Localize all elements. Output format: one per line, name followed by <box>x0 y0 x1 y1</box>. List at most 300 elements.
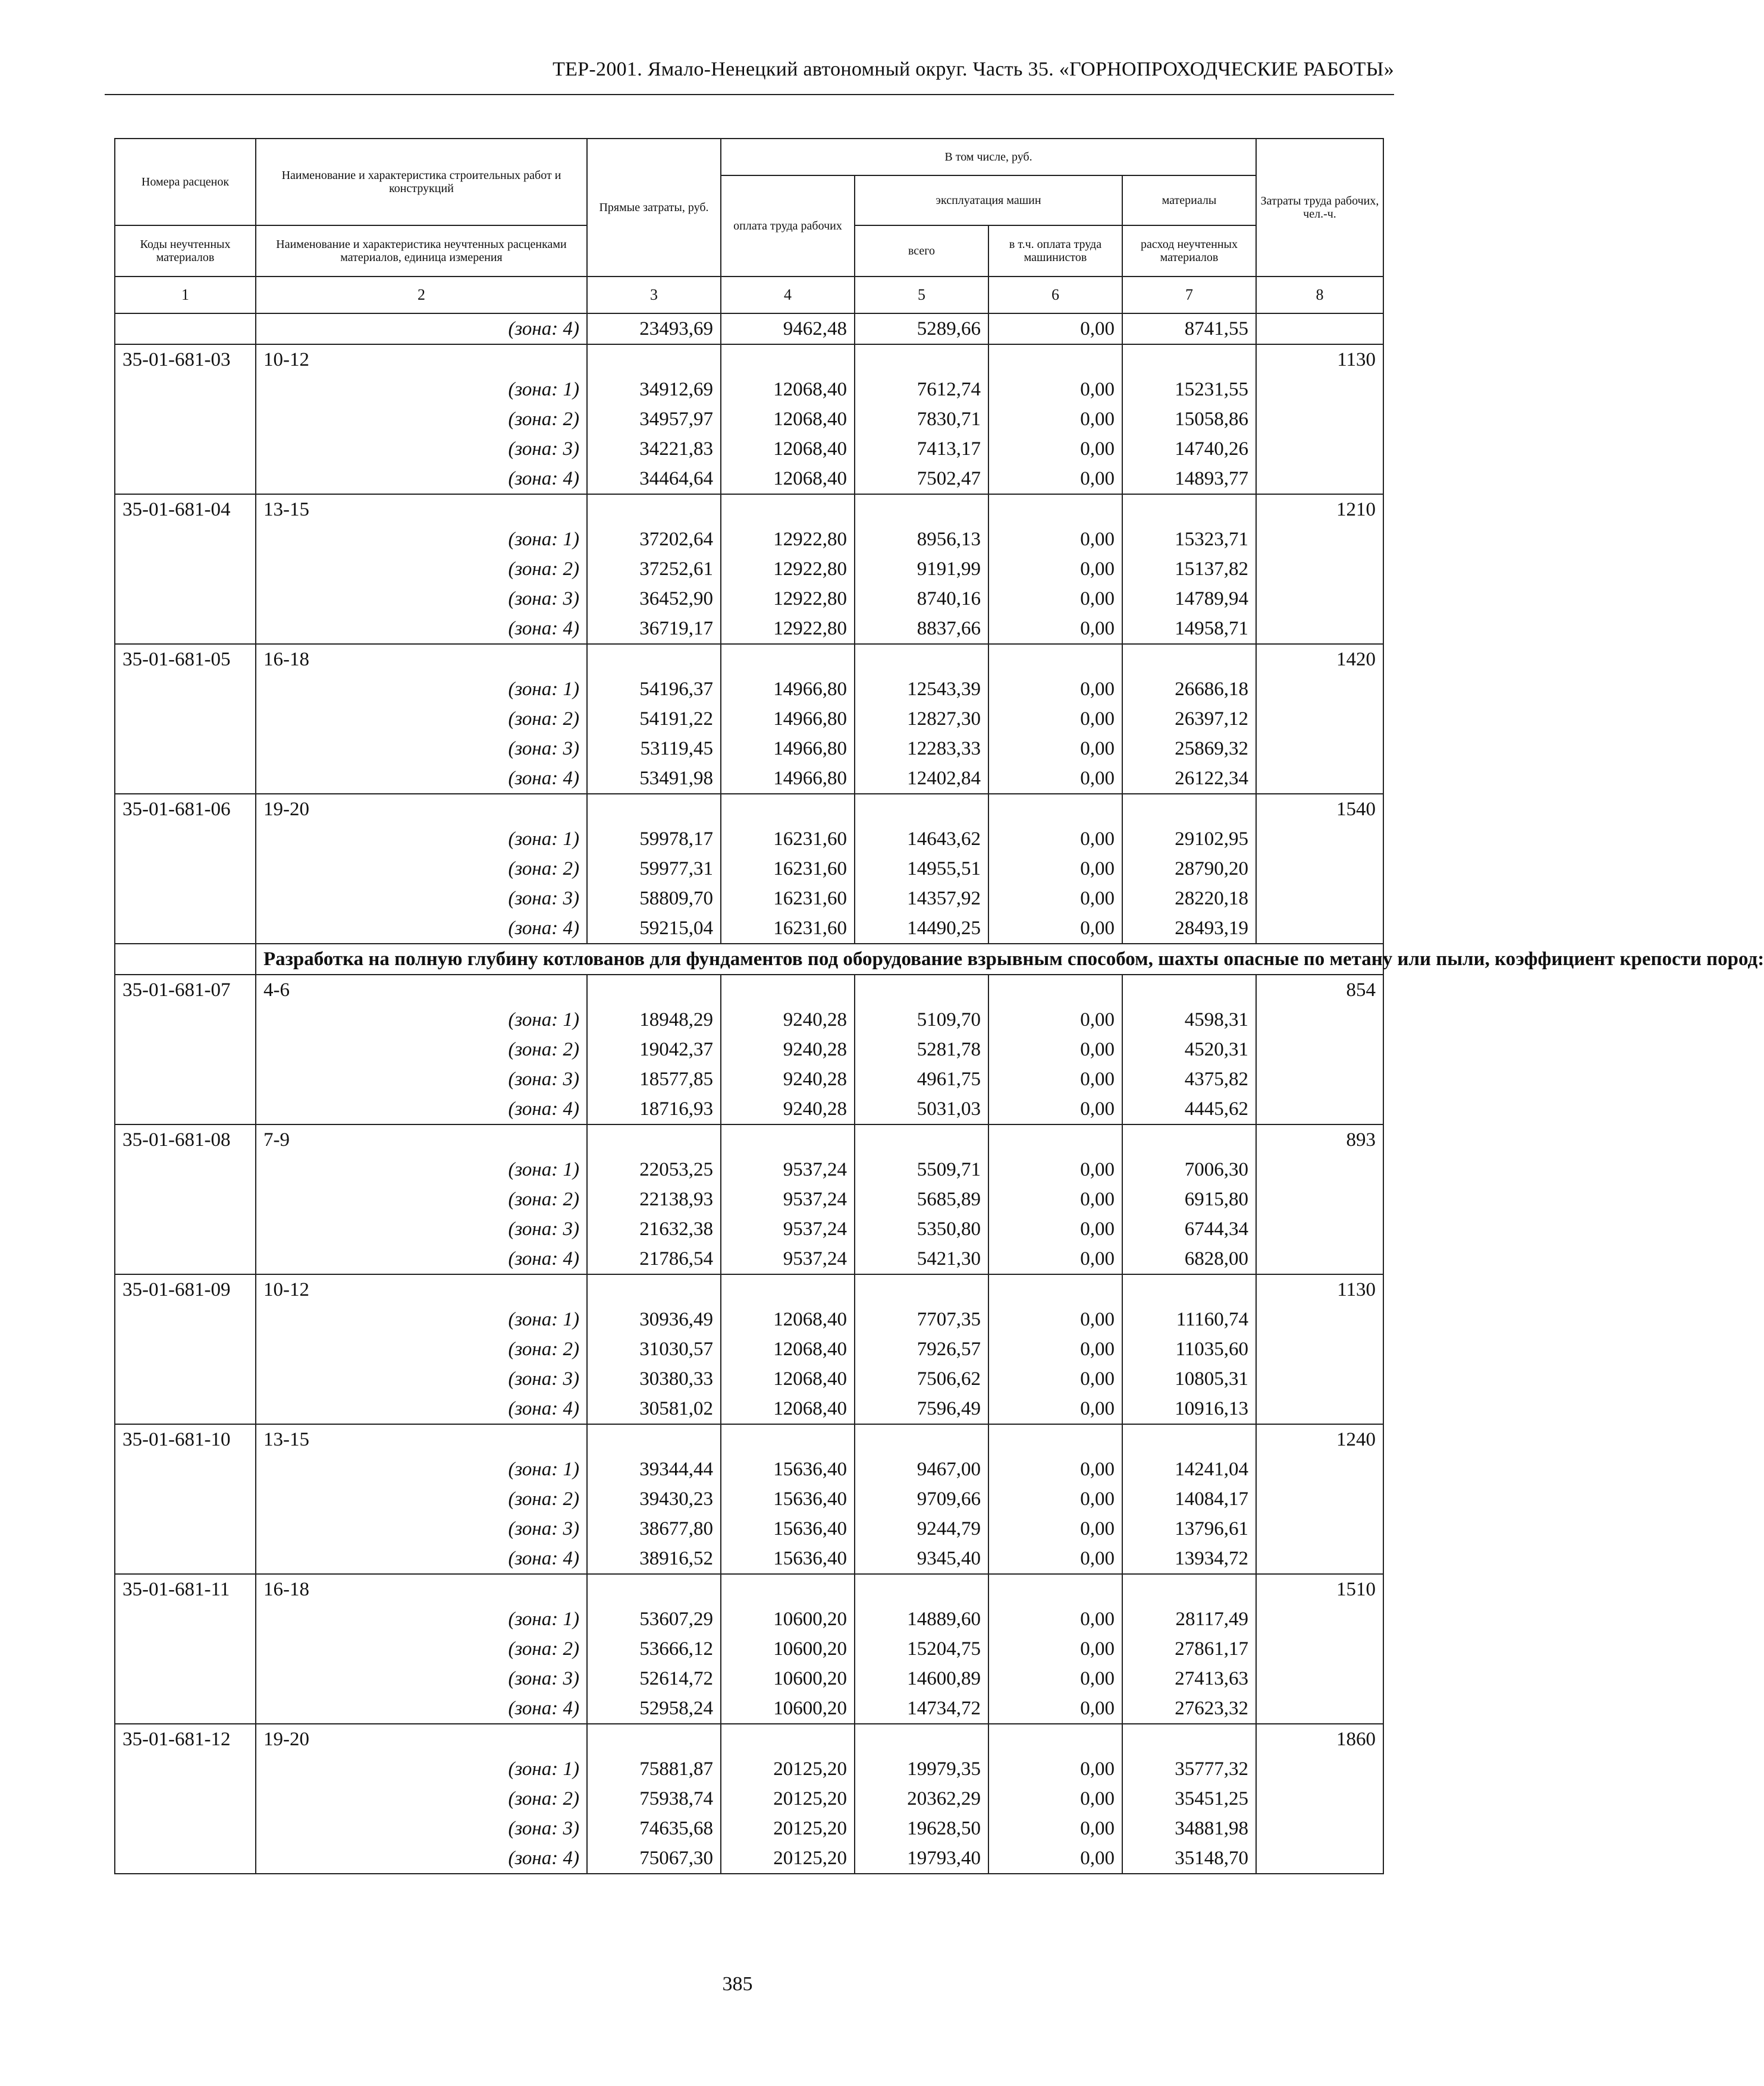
materials-cost: 29102,95 <box>1122 824 1256 854</box>
direct-cost: 52958,24 <box>587 1694 721 1724</box>
zone-label: (зона: 1) <box>256 375 587 404</box>
empty-cell <box>988 1274 1122 1305</box>
rate-name: 10-12 <box>256 344 587 375</box>
materials-cost: 35451,25 <box>1122 1784 1256 1814</box>
direct-cost: 18716,93 <box>587 1094 721 1124</box>
materials-cost: 27413,63 <box>1122 1664 1256 1694</box>
machine-total: 20362,29 <box>855 1784 988 1814</box>
zone-label: (зона: 3) <box>256 1814 587 1843</box>
worker-pay: 9537,24 <box>721 1155 855 1185</box>
zone-row <box>115 1364 1383 1394</box>
direct-cost: 37202,64 <box>587 524 721 554</box>
materials-cost: 27861,17 <box>1122 1634 1256 1664</box>
empty-cell <box>988 975 1122 1005</box>
machinist-pay: 0,00 <box>988 404 1122 434</box>
direct-cost: 21786,54 <box>587 1244 721 1274</box>
empty-cell <box>1256 1394 1383 1424</box>
zone-label: (зона: 2) <box>256 1484 587 1514</box>
empty-cell <box>115 1814 256 1843</box>
zone-label: (зона: 1) <box>256 1305 587 1334</box>
zone-label: (зона: 2) <box>256 854 587 884</box>
machinist-pay: 0,00 <box>988 824 1122 854</box>
empty-cell <box>721 344 855 375</box>
machine-total: 9709,66 <box>855 1484 988 1514</box>
empty-cell <box>855 1574 988 1604</box>
header-col3: Прямые затраты, руб. <box>587 139 721 277</box>
labor-cost: 1510 <box>1256 1574 1383 1604</box>
zone-row <box>115 1064 1383 1094</box>
worker-pay: 16231,60 <box>721 913 855 944</box>
empty-cell <box>115 1664 256 1694</box>
empty-cell <box>1256 764 1383 794</box>
empty-cell <box>1256 614 1383 644</box>
rate-code-row <box>115 1724 1383 1754</box>
header-col4: оплата труда рабочих <box>721 175 855 277</box>
empty-cell <box>721 1424 855 1454</box>
empty-cell <box>115 404 256 434</box>
worker-pay: 14966,80 <box>721 674 855 704</box>
zone-row <box>115 1514 1383 1544</box>
materials-cost: 6915,80 <box>1122 1185 1256 1214</box>
machine-total: 5509,71 <box>855 1155 988 1185</box>
section-code-cell <box>115 944 256 975</box>
rate-name: 4-6 <box>256 975 587 1005</box>
empty-cell <box>115 313 256 344</box>
direct-cost: 53666,12 <box>587 1634 721 1664</box>
labor-cost: 1420 <box>1256 644 1383 674</box>
materials-cost: 35148,70 <box>1122 1843 1256 1874</box>
machine-total: 14889,60 <box>855 1604 988 1634</box>
direct-cost: 36452,90 <box>587 584 721 614</box>
empty-cell <box>721 794 855 824</box>
table-header <box>115 139 1383 313</box>
materials-cost: 28220,18 <box>1122 884 1256 913</box>
rate-name: 16-18 <box>256 1574 587 1604</box>
rate-code: 35-01-681-03 <box>115 344 256 375</box>
materials-cost: 4445,62 <box>1122 1094 1256 1124</box>
rate-code-row <box>115 644 1383 674</box>
rate-name: 10-12 <box>256 1274 587 1305</box>
rate-code-row <box>115 1124 1383 1155</box>
rate-code-row <box>115 494 1383 524</box>
rates-table <box>114 138 1764 1874</box>
zone-label: (зона: 1) <box>256 1454 587 1484</box>
empty-cell <box>1256 434 1383 464</box>
worker-pay: 9537,24 <box>721 1214 855 1244</box>
worker-pay: 10600,20 <box>721 1604 855 1634</box>
machinist-pay: 0,00 <box>988 1484 1122 1514</box>
worker-pay: 20125,20 <box>721 1754 855 1784</box>
machine-total: 4961,75 <box>855 1064 988 1094</box>
empty-cell <box>1256 375 1383 404</box>
header-col2-bottom: Наименование и характеристика неучтенных расценками материалов, единица измерения <box>256 225 587 277</box>
machine-total: 14490,25 <box>855 913 988 944</box>
machine-total: 8837,66 <box>855 614 988 644</box>
empty-cell <box>115 1244 256 1274</box>
empty-cell <box>1256 1305 1383 1334</box>
page-number: 385 <box>722 1973 753 1995</box>
direct-cost: 22138,93 <box>587 1185 721 1214</box>
header-num: 6 <box>988 277 1122 313</box>
zone-label: (зона: 1) <box>256 1155 587 1185</box>
machine-total: 5421,30 <box>855 1244 988 1274</box>
machine-total: 7502,47 <box>855 464 988 494</box>
zone-label: (зона: 4) <box>256 1244 587 1274</box>
empty-cell <box>1256 1094 1383 1124</box>
empty-cell <box>115 854 256 884</box>
machinist-pay: 0,00 <box>988 1694 1122 1724</box>
zone-row <box>115 674 1383 704</box>
direct-cost: 34464,64 <box>587 464 721 494</box>
empty-cell <box>1256 1514 1383 1544</box>
zone-row <box>115 1035 1383 1064</box>
empty-cell <box>115 554 256 584</box>
empty-cell <box>1256 734 1383 764</box>
machinist-pay: 0,00 <box>988 1754 1122 1784</box>
zone-label: (зона: 3) <box>256 1064 587 1094</box>
worker-pay: 20125,20 <box>721 1814 855 1843</box>
machine-total: 7506,62 <box>855 1364 988 1394</box>
materials-cost: 28493,19 <box>1122 913 1256 944</box>
empty-cell <box>115 584 256 614</box>
direct-cost: 38677,80 <box>587 1514 721 1544</box>
machinist-pay: 0,00 <box>988 1364 1122 1394</box>
machine-total: 7596,49 <box>855 1394 988 1424</box>
empty-cell <box>115 884 256 913</box>
direct-cost: 59215,04 <box>587 913 721 944</box>
direct-cost: 34912,69 <box>587 375 721 404</box>
empty-cell <box>115 1604 256 1634</box>
header-col2-top: Наименование и характеристика строительных работ и конструкций <box>256 139 587 225</box>
zone-row <box>115 913 1383 944</box>
worker-pay: 10600,20 <box>721 1634 855 1664</box>
empty-cell <box>115 1005 256 1035</box>
zone-label: (зона: 4) <box>256 764 587 794</box>
empty-cell <box>1256 1244 1383 1274</box>
empty-cell <box>1122 1424 1256 1454</box>
materials-cost: 28790,20 <box>1122 854 1256 884</box>
empty-cell <box>587 1574 721 1604</box>
worker-pay: 16231,60 <box>721 824 855 854</box>
empty-cell <box>1256 1064 1383 1094</box>
zone-label: (зона: 4) <box>256 1843 587 1874</box>
worker-pay: 12068,40 <box>721 1305 855 1334</box>
worker-pay: 10600,20 <box>721 1664 855 1694</box>
empty-cell <box>115 1784 256 1814</box>
empty-cell <box>1256 1334 1383 1364</box>
zone-label: (зона: 2) <box>256 1784 587 1814</box>
machinist-pay: 0,00 <box>988 1843 1122 1874</box>
zone-row <box>115 1843 1383 1874</box>
zone-label: (зона: 1) <box>256 824 587 854</box>
rate-code: 35-01-681-12 <box>115 1724 256 1754</box>
direct-cost: 74635,68 <box>587 1814 721 1843</box>
direct-cost: 22053,25 <box>587 1155 721 1185</box>
empty-cell <box>115 1334 256 1364</box>
header-num: 5 <box>855 277 988 313</box>
labor-cost: 1860 <box>1256 1724 1383 1754</box>
materials-cost: 14893,77 <box>1122 464 1256 494</box>
zone-row <box>115 1664 1383 1694</box>
zone-row <box>115 1814 1383 1843</box>
header-num: 7 <box>1122 277 1256 313</box>
worker-pay: 12922,80 <box>721 614 855 644</box>
empty-cell <box>988 1724 1122 1754</box>
empty-cell <box>1256 404 1383 434</box>
empty-cell <box>115 704 256 734</box>
empty-cell <box>1256 1604 1383 1634</box>
machinist-pay: 0,00 <box>988 1214 1122 1244</box>
zone-label: (зона: 2) <box>256 1634 587 1664</box>
worker-pay: 12922,80 <box>721 554 855 584</box>
zone-row <box>115 1784 1383 1814</box>
empty-cell <box>1256 1754 1383 1784</box>
header-col8: Затраты труда рабочих, чел.-ч. <box>1256 139 1383 277</box>
materials-cost: 15323,71 <box>1122 524 1256 554</box>
empty-cell <box>1256 1634 1383 1664</box>
materials-cost: 4375,82 <box>1122 1064 1256 1094</box>
labor-cost: 1130 <box>1256 344 1383 375</box>
direct-cost: 53607,29 <box>587 1604 721 1634</box>
zone-label: (зона: 2) <box>256 404 587 434</box>
machinist-pay: 0,00 <box>988 1005 1122 1035</box>
machine-total: 5109,70 <box>855 1005 988 1035</box>
empty-cell <box>988 1574 1122 1604</box>
zone-label: (зона: 2) <box>256 1035 587 1064</box>
direct-cost: 36719,17 <box>587 614 721 644</box>
header-col7: расход неучтенных материалов <box>1122 225 1256 277</box>
zone-row <box>115 1754 1383 1784</box>
direct-cost: 75881,87 <box>587 1754 721 1784</box>
machine-total: 9244,79 <box>855 1514 988 1544</box>
machinist-pay: 0,00 <box>988 1664 1122 1694</box>
machine-total: 19628,50 <box>855 1814 988 1843</box>
empty-cell <box>115 1694 256 1724</box>
worker-pay: 20125,20 <box>721 1784 855 1814</box>
machinist-pay: 0,00 <box>988 734 1122 764</box>
empty-cell <box>115 1394 256 1424</box>
machinist-pay: 0,00 <box>988 1604 1122 1634</box>
machine-total: 9467,00 <box>855 1454 988 1484</box>
zone-row <box>115 464 1383 494</box>
zone-label: (зона: 4) <box>256 1394 587 1424</box>
empty-cell <box>115 734 256 764</box>
machinist-pay: 0,00 <box>988 913 1122 944</box>
direct-cost: 54191,22 <box>587 704 721 734</box>
worker-pay: 10600,20 <box>721 1694 855 1724</box>
worker-pay: 12068,40 <box>721 1364 855 1394</box>
zone-label: (зона: 1) <box>256 674 587 704</box>
direct-cost: 52614,72 <box>587 1664 721 1694</box>
worker-pay: 15636,40 <box>721 1454 855 1484</box>
rate-code: 35-01-681-05 <box>115 644 256 674</box>
empty-cell <box>115 674 256 704</box>
rate-code-row <box>115 794 1383 824</box>
machine-total: 12543,39 <box>855 674 988 704</box>
empty-cell <box>1122 1724 1256 1754</box>
empty-cell <box>1256 554 1383 584</box>
zone-row <box>115 734 1383 764</box>
worker-pay: 12922,80 <box>721 524 855 554</box>
direct-cost: 34221,83 <box>587 434 721 464</box>
worker-pay: 12068,40 <box>721 434 855 464</box>
worker-pay: 14966,80 <box>721 764 855 794</box>
direct-cost: 58809,70 <box>587 884 721 913</box>
machinist-pay: 0,00 <box>988 1454 1122 1484</box>
zone-row <box>115 1005 1383 1035</box>
empty-cell <box>855 644 988 674</box>
zone-label: (зона: 3) <box>256 1514 587 1544</box>
empty-cell <box>988 1424 1122 1454</box>
empty-cell <box>115 764 256 794</box>
empty-cell <box>1122 1574 1256 1604</box>
machine-total: 12402,84 <box>855 764 988 794</box>
rate-name: 13-15 <box>256 494 587 524</box>
zone-row <box>115 434 1383 464</box>
machine-total: 7830,71 <box>855 404 988 434</box>
empty-cell <box>115 1185 256 1214</box>
empty-cell <box>1256 704 1383 734</box>
empty-cell <box>1256 464 1383 494</box>
machinist-pay: 0,00 <box>988 554 1122 584</box>
header-col1-bottom: Коды неучтенных материалов <box>115 225 256 277</box>
direct-cost: 18948,29 <box>587 1005 721 1035</box>
empty-cell <box>1122 494 1256 524</box>
machinist-pay: 0,00 <box>988 464 1122 494</box>
machinist-pay: 0,00 <box>988 764 1122 794</box>
machinist-pay: 0,00 <box>988 1334 1122 1364</box>
empty-cell <box>1256 524 1383 554</box>
empty-cell <box>1256 824 1383 854</box>
empty-cell <box>115 1035 256 1064</box>
empty-cell <box>1256 1484 1383 1514</box>
empty-cell <box>587 644 721 674</box>
machinist-pay: 0,00 <box>988 1514 1122 1544</box>
machinist-pay: 0,00 <box>988 704 1122 734</box>
zone-row <box>115 1394 1383 1424</box>
header-num: 3 <box>587 277 721 313</box>
worker-pay: 12922,80 <box>721 584 855 614</box>
worker-pay: 9240,28 <box>721 1035 855 1064</box>
rate-name: 13-15 <box>256 1424 587 1454</box>
machine-total: 19979,35 <box>855 1754 988 1784</box>
zone-row <box>115 1544 1383 1574</box>
materials-cost: 13934,72 <box>1122 1544 1256 1574</box>
rate-name: 19-20 <box>256 1724 587 1754</box>
materials-cost: 6828,00 <box>1122 1244 1256 1274</box>
empty-cell <box>1256 1664 1383 1694</box>
zone-row <box>115 554 1383 584</box>
zone-row <box>115 584 1383 614</box>
header-num: 1 <box>115 277 256 313</box>
machine-total: 7926,57 <box>855 1334 988 1364</box>
worker-pay: 9240,28 <box>721 1094 855 1124</box>
direct-cost: 53119,45 <box>587 734 721 764</box>
empty-cell <box>587 344 721 375</box>
materials-cost: 10805,31 <box>1122 1364 1256 1394</box>
empty-cell <box>1122 1124 1256 1155</box>
zone-label: (зона: 2) <box>256 554 587 584</box>
zone-label: (зона: 1) <box>256 1604 587 1634</box>
machine-total: 8956,13 <box>855 524 988 554</box>
empty-cell <box>1122 794 1256 824</box>
zone-label: (зона: 4) <box>256 1544 587 1574</box>
worker-pay: 12068,40 <box>721 375 855 404</box>
empty-cell <box>1256 313 1383 344</box>
machinist-pay: 0,00 <box>988 1814 1122 1843</box>
zone-row <box>115 1484 1383 1514</box>
empty-cell <box>115 1064 256 1094</box>
machine-total: 14357,92 <box>855 884 988 913</box>
worker-pay: 9462,48 <box>721 313 855 344</box>
empty-cell <box>1256 1155 1383 1185</box>
machinist-pay: 0,00 <box>988 1035 1122 1064</box>
worker-pay: 16231,60 <box>721 854 855 884</box>
rate-code: 35-01-681-08 <box>115 1124 256 1155</box>
zone-label: (зона: 3) <box>256 1664 587 1694</box>
labor-cost: 1540 <box>1256 794 1383 824</box>
empty-cell <box>115 1634 256 1664</box>
header-machines: эксплуатация машин <box>855 175 1122 225</box>
zone-label: (зона: 4) <box>256 313 587 344</box>
worker-pay: 20125,20 <box>721 1843 855 1874</box>
empty-cell <box>115 1155 256 1185</box>
zone-label: (зона: 3) <box>256 1214 587 1244</box>
empty-cell <box>1122 644 1256 674</box>
worker-pay: 15636,40 <box>721 1484 855 1514</box>
section-row <box>115 944 1383 975</box>
zone-row <box>115 404 1383 434</box>
machine-total: 19793,40 <box>855 1843 988 1874</box>
materials-cost: 8741,55 <box>1122 313 1256 344</box>
empty-cell <box>855 494 988 524</box>
empty-cell <box>721 1724 855 1754</box>
zone-label: (зона: 4) <box>256 1694 587 1724</box>
zone-label: (зона: 2) <box>256 1334 587 1364</box>
empty-cell <box>855 1274 988 1305</box>
empty-cell <box>988 794 1122 824</box>
machinist-pay: 0,00 <box>988 1544 1122 1574</box>
direct-cost: 30581,02 <box>587 1394 721 1424</box>
machine-total: 14600,89 <box>855 1664 988 1694</box>
zone-row <box>115 1244 1383 1274</box>
header-col5: всего <box>855 225 988 277</box>
header-col1-top: Номера расценок <box>115 139 256 225</box>
machinist-pay: 0,00 <box>988 1394 1122 1424</box>
empty-cell <box>1256 1784 1383 1814</box>
worker-pay: 12068,40 <box>721 464 855 494</box>
machine-total: 8740,16 <box>855 584 988 614</box>
direct-cost: 39430,23 <box>587 1484 721 1514</box>
empty-cell <box>988 344 1122 375</box>
empty-cell <box>988 644 1122 674</box>
header-incl: В том числе, руб. <box>721 139 1256 175</box>
machine-total: 14955,51 <box>855 854 988 884</box>
empty-cell <box>587 794 721 824</box>
zone-label: (зона: 4) <box>256 464 587 494</box>
machinist-pay: 0,00 <box>988 1634 1122 1664</box>
page-header: ТЕР-2001. Ямало-Ненецкий автономный округ. Часть 35. «ГОРНОПРОХОДЧЕСКИЕ РАБОТЫ» <box>553 58 1394 80</box>
direct-cost: 39344,44 <box>587 1454 721 1484</box>
empty-cell <box>115 464 256 494</box>
direct-cost: 30380,33 <box>587 1364 721 1394</box>
machinist-pay: 0,00 <box>988 434 1122 464</box>
machinist-pay: 0,00 <box>988 584 1122 614</box>
zone-label: (зона: 1) <box>256 1005 587 1035</box>
empty-cell <box>587 494 721 524</box>
machinist-pay: 0,00 <box>988 375 1122 404</box>
empty-cell <box>115 524 256 554</box>
